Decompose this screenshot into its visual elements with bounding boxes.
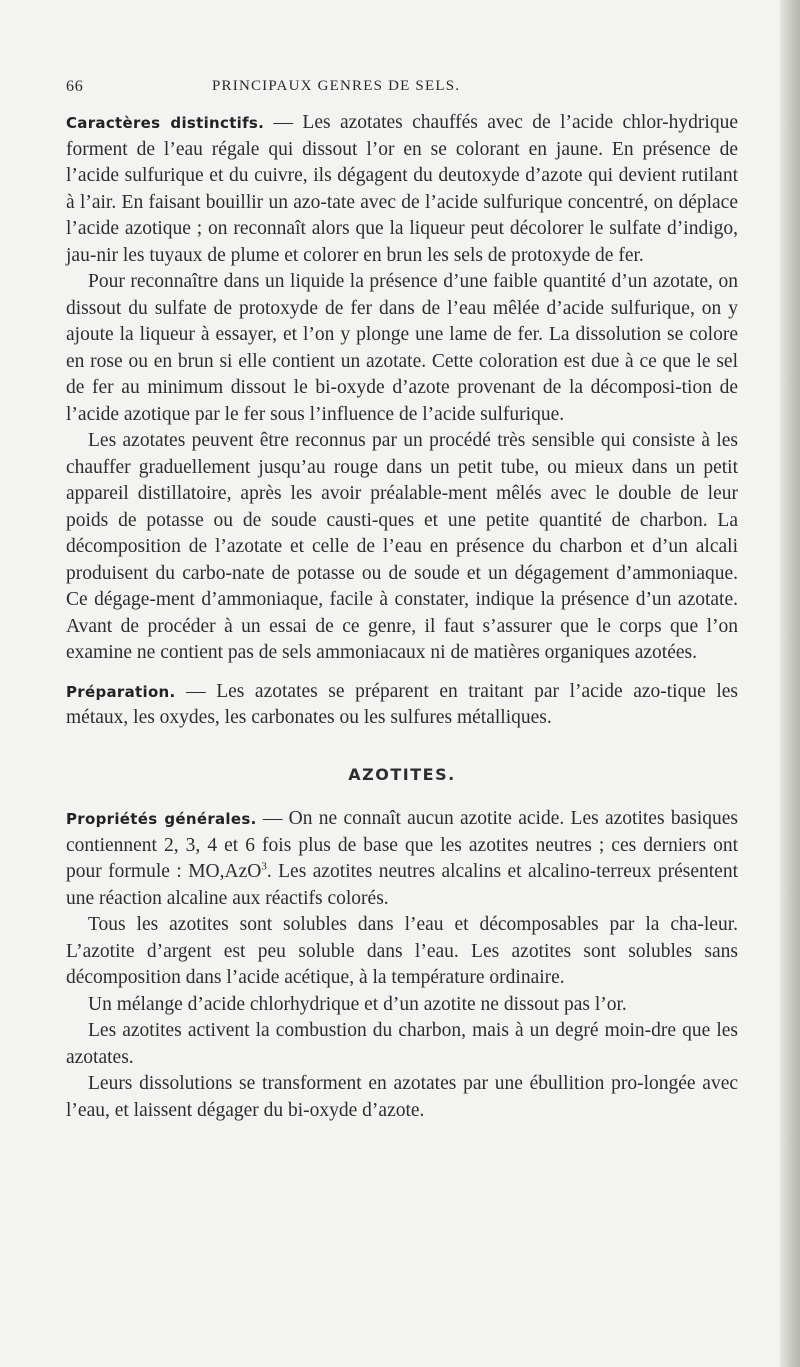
preparation-heading: Préparation. [66,682,176,701]
distinctive-characters-heading: Caractères distinctifs. [66,114,265,132]
distinctive-characters-text: — Les azotates chauffés avec de l’acide chlor-hydrique forment de l’eau régale qui dissout l’or en se colorant en jaune. En présence de l’acide sulfurique et du cuivre, ils dégagent du deutoxyde d’azote qui devient rutilant à l’air. En faisant bouillir un azo-tate avec de l’acide sulfurique concentré, on déplace l’acide azotique ; on reconnaît alors que la liqueur peut décolorer le sulfate d’indigo, jau-nir les tuyaux de plume et colorer en brun les sels de protoxyde de fer. [66,112,738,266]
gold-paragraph: Un mélange d’acide chlorhydrique et d’un azotite ne dissout pas l’or. [88,993,627,1015]
general-properties-paragraph [66,806,738,912]
general-properties-text-a: — On ne connaît aucun azotite acide. Les azotites basiques contiennent 2, 3, 4 et 6 fois plus de base que les azotites neutres ; ces derniers ont pour formule : MO,AzO [66,808,738,882]
page-content [66,110,738,1124]
spacer [66,732,738,752]
running-title: PRINCIPAUX GENRES DE SELS. [212,78,461,94]
solubility-paragraph: Tous les azotites sont solubles dans l’eau et décomposables par la cha-leur. L’azotite d’argent est peu soluble dans l’eau. Les azotites sont solubles sans décomposition dans l’acide acétique, à la température ordinaire. [66,914,738,988]
combustion-paragraph: Les azotites activent la combustion du charbon, mais à un degré moin-dre que les azotates. [66,1020,738,1068]
azotites-section-title: AZOTITES. [348,764,456,784]
page-number: 66 [66,78,84,95]
sensitive-method-paragraph: Les azotates peuvent être reconnus par un procédé très sensible qui consiste à les chauffer graduellement jusqu’au rouge dans un petit tube, ou mieux dans un petit appareil distillatoire, après les avoir préalable-ment mêlés avec le double de leur poids de potasse ou de soude causti-ques et une petite quantité de charbon. La décomposition de l’azotate et celle de l’eau en présence du charbon et d’un alcali produisent du carbo-nate de potasse ou de soude et un dégagement d’ammoniaque. Ce dégage-ment d’ammoniaque, facile à constater, indique la présence d’un azotate. Avant de procéder à un essai de ce genre, il faut s’assurer que le corps que l’on examine ne contient pas de sels ammoniacaux ni de matières organiques azotées. [66,430,738,663]
general-properties-heading: Propriétés générales. [66,810,257,828]
spacer [66,667,738,679]
ebullition-paragraph: Leurs dissolutions se transforment en azotates par une ébullition pro-longée avec l’eau, et laissent dégager du bi-oxyde d’azote. [66,1073,738,1121]
preparation-paragraph [66,679,738,732]
formula-superscript: 3 [261,860,267,873]
distinctive-characters-paragraph [66,110,738,269]
detection-paragraph: Pour reconnaître dans un liquide la présence d’une faible quantité d’un azotate, on dissout du sulfate de protoxyde de fer dans de l’eau mêlée d’acide sulfurique, on y ajoute la liqueur à essayer, et l’on y plonge une lame de fer. La dissolution se colore en rose ou en brun si elle contient un azotate. Cette coloration est due à ce que le sel de fer au minimum dissout le bi-oxyde d’azote provenant de la décomposi-tion de l’acide azotique par le fer sous l’influence de l’acide sulfurique. [66,271,738,425]
preparation-text: — Les azotates se préparent en traitant par l’acide azo-tique les métaux, les oxydes, les carbonates ou les sulfures métalliques. [66,680,738,728]
page-edge [780,0,800,1367]
general-properties-text-b: . Les azotites neutres alcalins et alcalino-terreux présentent une réaction alcaline aux réactifs colorés. [66,861,738,909]
page-header [66,78,746,102]
